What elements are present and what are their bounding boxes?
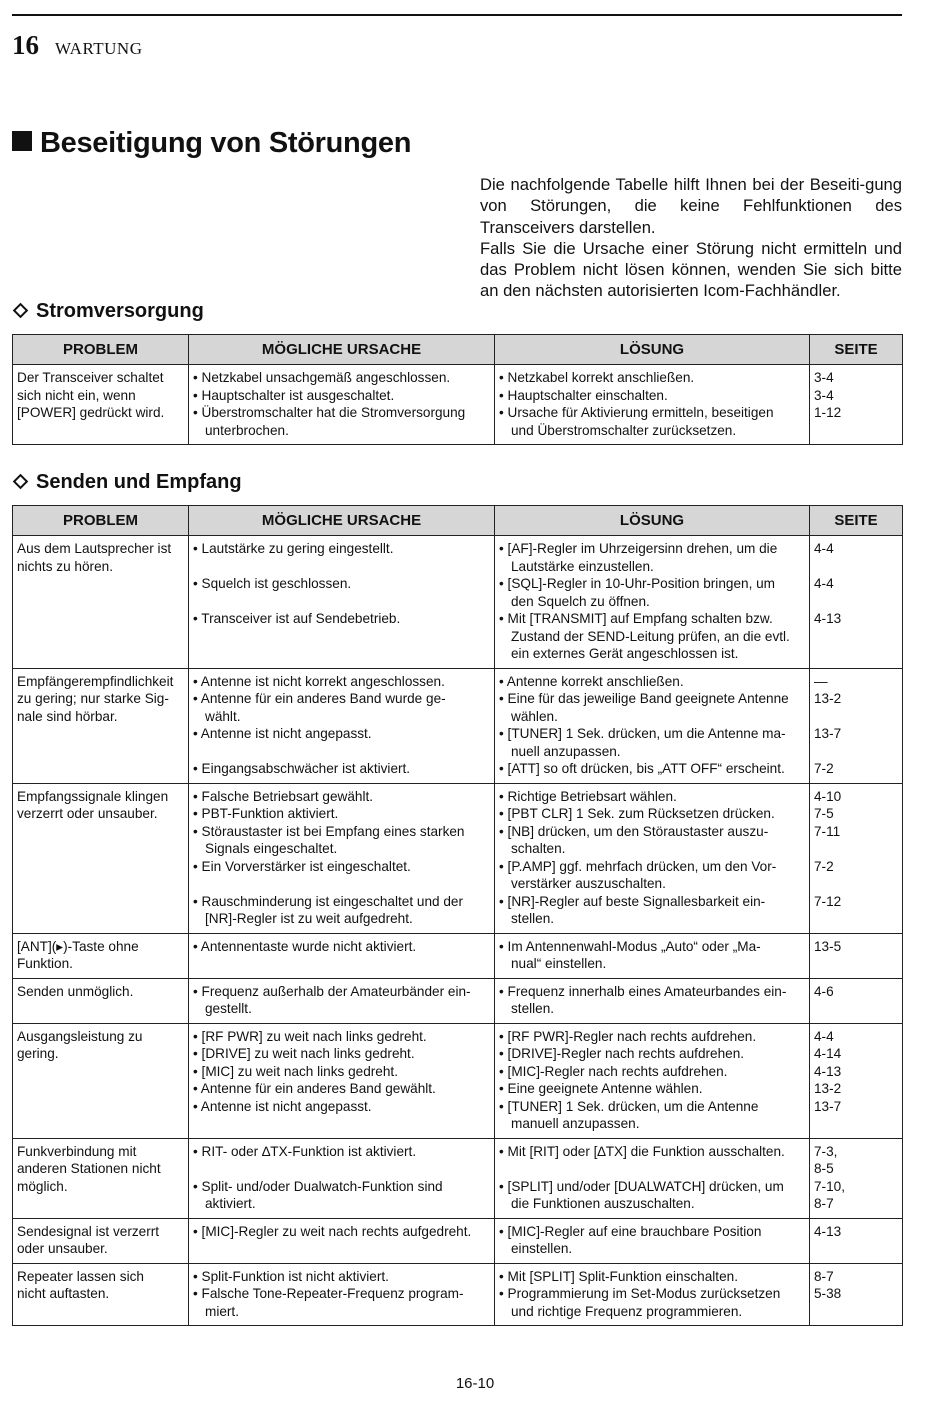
- cause-continuation: [193, 645, 490, 663]
- page-ref: 4-13: [814, 611, 842, 626]
- solution-bullet: • [SPLIT] und/oder [DUALWATCH] drücken, um: [499, 1178, 805, 1196]
- table-row: [13, 1138, 903, 1218]
- cause-item: [193, 1028, 490, 1046]
- cause-item: [193, 1268, 490, 1286]
- solution-item: [499, 1045, 805, 1063]
- cause-item: [193, 1143, 490, 1178]
- table-row: [13, 1263, 903, 1326]
- header-rule: [12, 14, 902, 16]
- cause-item: [193, 823, 490, 858]
- solution-continuation: stellen.: [511, 1001, 555, 1016]
- solution-item: [499, 725, 805, 760]
- problem-line: Funkverbindung mit: [17, 1143, 137, 1159]
- cause-bullet: • Überstromschalter hat die Stromversorgung: [193, 404, 490, 422]
- table-row: [13, 536, 903, 669]
- page-ref: 3-4: [814, 370, 834, 385]
- solution-cell: [495, 1023, 810, 1138]
- chapter-name: WARTUNG: [55, 39, 143, 58]
- solution-cell: [495, 365, 810, 445]
- solution-item: [499, 540, 805, 575]
- table-header-row: [13, 506, 903, 536]
- solution-item: [499, 805, 805, 823]
- intro-text: [480, 174, 902, 302]
- solution-bullet: • [RF PWR]-Regler nach rechts aufdrehen.: [499, 1028, 805, 1046]
- page-ref: [814, 840, 898, 858]
- cause-item: [193, 788, 490, 806]
- cause-item: [193, 540, 490, 575]
- cause-bullet: • Antenne ist nicht angepasst.: [193, 1098, 490, 1116]
- cause-item: [193, 1080, 490, 1098]
- solution-continuation: und richtige Frequenz programmieren.: [511, 1303, 743, 1319]
- cause-cell: [189, 668, 495, 783]
- solution-item: [499, 387, 805, 405]
- page-cell: [810, 978, 903, 1023]
- solution-bullet: • [P.AMP] ggf. mehrfach drücken, um den Vor-: [499, 858, 805, 876]
- problem-line: anderen Stationen nicht: [17, 1161, 161, 1176]
- solution-continuation: Zustand der SEND-Leitung prüfen, an die evtl.: [511, 628, 790, 644]
- page-ref: 3-4: [814, 387, 834, 403]
- solution-bullet: • [TUNER] 1 Sek. drücken, um die Antenne ma-: [499, 725, 805, 743]
- solution-item: [499, 369, 805, 387]
- solution-continuation: verstärker auszuschalten.: [511, 876, 666, 891]
- page-cell: [810, 365, 903, 445]
- cause-item: [193, 575, 490, 610]
- page-cell: [810, 536, 903, 669]
- page-title: Beseitigung von Störungen: [12, 127, 411, 160]
- solution-continuation: nuell anzupassen.: [511, 743, 621, 759]
- column-header-cause: MÖGLICHE URSACHE: [189, 506, 495, 536]
- page-ref: 4-13: [814, 1063, 842, 1079]
- solution-item: [499, 1098, 805, 1133]
- cause-item: [193, 760, 490, 778]
- troubleshooting-table-power: [12, 334, 903, 445]
- solution-continuation: Lautstärke einzustellen.: [511, 558, 654, 574]
- solution-bullet: • Frequenz innerhalb eines Amateurbandes ein-: [499, 983, 805, 1001]
- solution-item: [499, 1028, 805, 1046]
- solution-item: [499, 1268, 805, 1286]
- problem-cell: [13, 1138, 189, 1218]
- solution-cell: [495, 536, 810, 669]
- solution-bullet: • Mit [SPLIT] Split-Funktion einschalten.: [499, 1268, 805, 1286]
- problem-line: Repeater lassen sich: [17, 1268, 144, 1284]
- cause-continuation: wählt.: [205, 708, 241, 724]
- table-row: [13, 668, 903, 783]
- solution-continuation: den Squelch zu öffnen.: [511, 593, 650, 609]
- page-ref: 13-2: [814, 691, 842, 706]
- page-cell: [810, 1218, 903, 1263]
- cause-bullet: • Antenne für ein anderes Band wurde ge-: [193, 690, 490, 708]
- cause-bullet: • Rauschminderung ist eingeschaltet und der: [193, 893, 490, 911]
- solution-item: [499, 673, 805, 691]
- problem-line: Ausgangsleistung zu: [17, 1028, 143, 1044]
- cause-item: [193, 1098, 490, 1116]
- solution-bullet: • [ATT] so oft drücken, bis „ATT OFF“ erscheint.: [499, 760, 805, 778]
- problem-line: Empfängerempfindlichkeit: [17, 673, 174, 689]
- problem-line: Funktion.: [17, 956, 73, 971]
- page-cell: [810, 1138, 903, 1218]
- page-ref: 1-12: [814, 405, 842, 420]
- cause-item: [193, 805, 490, 823]
- solution-bullet: • [NR]-Regler auf beste Signallesbarkeit ein-: [499, 893, 805, 911]
- cause-bullet: • Antenne ist nicht korrekt angeschlossen.: [193, 673, 490, 691]
- page-ref: 4-10: [814, 788, 842, 804]
- cause-item: [193, 938, 490, 956]
- column-header-page: SEITE: [810, 335, 903, 365]
- cause-item: [193, 858, 490, 893]
- page-cell: [810, 783, 903, 933]
- cause-bullet: • RIT- oder ∆TX-Funktion ist aktiviert.: [193, 1143, 490, 1161]
- solution-bullet: • Eine für das jeweilige Band geeignete Antenne: [499, 690, 805, 708]
- page-ref: 7-5: [814, 806, 834, 821]
- solution-bullet: • [MIC]-Regler auf eine brauchbare Position: [499, 1223, 805, 1241]
- solution-bullet: • Hauptschalter einschalten.: [499, 387, 805, 405]
- solution-item: [499, 1178, 805, 1213]
- cause-item: [193, 690, 490, 725]
- problem-line: Senden unmöglich.: [17, 983, 134, 999]
- problem-line: nicht auftasten.: [17, 1286, 110, 1301]
- cause-continuation: [NR]-Regler ist zu weit aufgedreht.: [205, 911, 413, 926]
- solution-bullet: • [NB] drücken, um den Störaustaster auszu-: [499, 823, 805, 841]
- cause-bullet: • Split-Funktion ist nicht aktiviert.: [193, 1268, 490, 1286]
- problem-cell: [13, 978, 189, 1023]
- chapter-number: 16: [12, 30, 39, 60]
- solution-bullet: • [MIC]-Regler nach rechts aufdrehen.: [499, 1063, 805, 1081]
- column-header-page: SEITE: [810, 506, 903, 536]
- solution-cell: [495, 668, 810, 783]
- page-ref: 4-13: [814, 1223, 842, 1239]
- solution-cell: [495, 1263, 810, 1326]
- solution-continuation: wählen.: [511, 708, 558, 724]
- cause-continuation: [193, 1160, 490, 1178]
- page-ref: —: [814, 673, 828, 689]
- problem-line: gering.: [17, 1046, 59, 1061]
- cause-continuation: [193, 628, 490, 646]
- solution-bullet: • [DRIVE]-Regler nach rechts aufdrehen.: [499, 1045, 805, 1063]
- page-cell: [810, 1263, 903, 1326]
- page-ref: 7-11: [814, 823, 841, 839]
- problem-cell: [13, 1218, 189, 1263]
- cause-item: [193, 1178, 490, 1213]
- solution-item: [499, 1063, 805, 1081]
- solution-continuation: nual“ einstellen.: [511, 956, 607, 971]
- cause-bullet: • Eingangsabschwächer ist aktiviert.: [193, 760, 490, 778]
- page-ref: 13-5: [814, 938, 842, 954]
- cause-continuation: gestellt.: [205, 1001, 252, 1016]
- diamond-icon: [13, 474, 29, 490]
- page-ref: [814, 708, 898, 726]
- solution-continuation: [499, 1160, 805, 1178]
- page-ref: 4-4: [814, 576, 834, 591]
- problem-cell: [13, 536, 189, 669]
- table-row: [13, 933, 903, 978]
- cause-bullet: • Falsche Tone-Repeater-Frequenz program-: [193, 1285, 490, 1303]
- problem-line: verzerrt oder unsauber.: [17, 806, 158, 821]
- problem-line: Aus dem Lautsprecher ist: [17, 541, 172, 556]
- table-header-row: [13, 335, 903, 365]
- problem-line: nichts zu hören.: [17, 558, 113, 574]
- solution-bullet: • Antenne korrekt anschließen.: [499, 673, 805, 691]
- problem-line: nale sind hörbar.: [17, 708, 118, 724]
- cause-bullet: • Squelch ist geschlossen.: [193, 575, 490, 593]
- problem-line: sich nicht ein, wenn: [17, 387, 136, 403]
- solution-item: [499, 858, 805, 893]
- page-ref: 7-2: [814, 761, 834, 776]
- solution-item: [499, 1223, 805, 1258]
- page-ref: [814, 593, 898, 611]
- page-ref: 7-12: [814, 893, 842, 909]
- problem-line: [ANT](▸)-Taste ohne: [17, 938, 139, 954]
- section-title-tx-rx: Senden und Empfang: [12, 471, 242, 494]
- cause-continuation: Signals eingeschaltet.: [205, 841, 338, 856]
- column-header-solution: LÖSUNG: [495, 335, 810, 365]
- table-row: [13, 1023, 903, 1138]
- solution-item: [499, 760, 805, 778]
- page-ref: 7-3,: [814, 1143, 838, 1159]
- solution-bullet: • Mit [RIT] oder [∆TX] die Funktion ausschalten.: [499, 1143, 805, 1161]
- intro-paragraph: Falls Sie die Ursache einer Störung nicht ermitteln und das Problem nicht lösen können, wenden Sie sich bitte an den nächsten autorisierten Icom-Fachhändler.: [480, 238, 902, 301]
- solution-item: [499, 1143, 805, 1178]
- solution-continuation: die Funktionen auszuschalten.: [511, 1196, 695, 1211]
- cause-item: [193, 1223, 490, 1241]
- solution-item: [499, 823, 805, 858]
- cause-cell: [189, 1023, 495, 1138]
- intro-paragraph: Die nachfolgende Tabelle hilft Ihnen bei der Beseiti-gung von Störungen, die keine Fehlfunktionen des Transceivers darstellen.: [480, 175, 902, 237]
- page-cell: [810, 668, 903, 783]
- page-number: 16-10: [455, 1375, 495, 1392]
- table-row: [13, 783, 903, 933]
- cause-cell: [189, 1218, 495, 1263]
- cause-item: [193, 983, 490, 1018]
- cause-bullet: • Split- und/oder Dualwatch-Funktion sind: [193, 1178, 490, 1196]
- table-row: [13, 365, 903, 445]
- table-row: [13, 978, 903, 1023]
- cause-bullet: • Lautstärke zu gering eingestellt.: [193, 540, 490, 558]
- square-bullet-icon: [12, 131, 32, 151]
- page-ref: 8-7: [814, 1196, 834, 1211]
- cause-bullet: • Hauptschalter ist ausgeschaltet.: [193, 387, 490, 405]
- cause-continuation: [193, 558, 490, 576]
- page-ref: 7-10,: [814, 1178, 845, 1194]
- solution-item: [499, 938, 805, 973]
- problem-cell: [13, 668, 189, 783]
- solution-continuation: stellen.: [511, 911, 555, 926]
- solution-item: [499, 983, 805, 1018]
- solution-bullet: • Mit [TRANSMIT] auf Empfang schalten bzw.: [499, 610, 805, 628]
- cause-continuation: unterbrochen.: [205, 422, 289, 438]
- cause-item: [193, 610, 490, 663]
- cause-continuation: [193, 593, 490, 611]
- cause-bullet: • Falsche Betriebsart gewählt.: [193, 788, 490, 806]
- troubleshooting-table-tx-rx: [12, 505, 903, 1326]
- page-cell: [810, 933, 903, 978]
- page-ref: 5-38: [814, 1286, 842, 1301]
- page-ref: 7-2: [814, 858, 834, 874]
- problem-cell: [13, 783, 189, 933]
- column-header-solution: LÖSUNG: [495, 506, 810, 536]
- page-ref: [814, 743, 898, 761]
- cause-continuation: aktiviert.: [205, 1196, 256, 1211]
- column-header-problem: PROBLEM: [13, 335, 189, 365]
- cause-item: [193, 673, 490, 691]
- problem-cell: [13, 1263, 189, 1326]
- page-ref: 4-4: [814, 1028, 834, 1044]
- solution-continuation: ein externes Gerät angeschlossen ist.: [511, 646, 739, 661]
- solution-bullet: • Richtige Betriebsart wählen.: [499, 788, 805, 806]
- cause-cell: [189, 1138, 495, 1218]
- cause-continuation: [193, 743, 490, 761]
- page-ref: 4-4: [814, 541, 834, 556]
- solution-item: [499, 690, 805, 725]
- problem-line: zu gering; nur starke Sig-: [17, 691, 169, 706]
- page-ref: 4-6: [814, 983, 834, 999]
- cause-item: [193, 1285, 490, 1320]
- cause-bullet: • Transceiver ist auf Sendebetrieb.: [193, 610, 490, 628]
- section-title-power: Stromversorgung: [12, 300, 204, 323]
- solution-bullet: • Eine geeignete Antenne wählen.: [499, 1080, 805, 1098]
- cause-bullet: • Antennentaste wurde nicht aktiviert.: [193, 938, 490, 956]
- cause-item: [193, 404, 490, 439]
- cause-continuation: miert.: [205, 1303, 239, 1319]
- cause-continuation: [193, 875, 490, 893]
- solution-bullet: • Im Antennenwahl-Modus „Auto“ oder „Ma-: [499, 938, 805, 956]
- table-row: [13, 1218, 903, 1263]
- solution-cell: [495, 783, 810, 933]
- problem-cell: [13, 933, 189, 978]
- solution-continuation: und Überstromschalter zurücksetzen.: [511, 422, 737, 438]
- cause-bullet: • PBT-Funktion aktiviert.: [193, 805, 490, 823]
- page-ref: 8-7: [814, 1268, 834, 1284]
- diamond-icon: [13, 303, 29, 319]
- solution-continuation: schalten.: [511, 841, 566, 856]
- column-header-cause: MÖGLICHE URSACHE: [189, 335, 495, 365]
- solution-item: [499, 788, 805, 806]
- problem-line: Der Transceiver schaltet: [17, 370, 164, 385]
- solution-bullet: • [TUNER] 1 Sek. drücken, um die Antenne: [499, 1098, 805, 1116]
- cause-bullet: • Antenne für ein anderes Band gewählt.: [193, 1080, 490, 1098]
- solution-bullet: • Netzkabel korrekt anschließen.: [499, 369, 805, 387]
- cause-bullet: • [MIC] zu weit nach links gedreht.: [193, 1063, 490, 1081]
- cause-cell: [189, 933, 495, 978]
- cause-cell: [189, 978, 495, 1023]
- page-ref: 8-5: [814, 1161, 834, 1176]
- problem-line: [POWER] gedrückt wird.: [17, 405, 165, 420]
- cause-bullet: • Störaustaster ist bei Empfang eines starken: [193, 823, 490, 841]
- page-ref: 13-2: [814, 1081, 842, 1096]
- problem-line: Sendesignal ist verzerrt: [17, 1223, 160, 1239]
- solution-continuation: manuell anzupassen.: [511, 1116, 640, 1131]
- solution-cell: [495, 978, 810, 1023]
- cause-item: [193, 1063, 490, 1081]
- page-ref: 4-14: [814, 1046, 842, 1061]
- cause-item: [193, 893, 490, 928]
- solution-cell: [495, 1218, 810, 1263]
- solution-item: [499, 404, 805, 439]
- cause-bullet: • [MIC]-Regler zu weit nach rechts aufgedreht.: [193, 1223, 490, 1241]
- chapter-header: [12, 30, 142, 61]
- cause-bullet: • Frequenz außerhalb der Amateurbänder ein-: [193, 983, 490, 1001]
- cause-bullet: • Antenne ist nicht angepasst.: [193, 725, 490, 743]
- cause-cell: [189, 536, 495, 669]
- solution-continuation: einstellen.: [511, 1241, 573, 1256]
- solution-item: [499, 1080, 805, 1098]
- solution-bullet: • [PBT CLR] 1 Sek. zum Rücksetzen drücken.: [499, 805, 805, 823]
- cause-bullet: • Ein Vorverstärker ist eingeschaltet.: [193, 858, 490, 876]
- page-cell: [810, 1023, 903, 1138]
- page-ref: [814, 875, 898, 893]
- problem-cell: [13, 365, 189, 445]
- column-header-problem: PROBLEM: [13, 506, 189, 536]
- cause-bullet: • Netzkabel unsachgemäß angeschlossen.: [193, 369, 490, 387]
- cause-cell: [189, 1263, 495, 1326]
- problem-cell: [13, 1023, 189, 1138]
- cause-cell: [189, 783, 495, 933]
- problem-line: Empfangssignale klingen: [17, 788, 169, 804]
- cause-cell: [189, 365, 495, 445]
- cause-item: [193, 369, 490, 387]
- solution-item: [499, 610, 805, 663]
- solution-bullet: • Programmierung im Set-Modus zurücksetzen: [499, 1285, 805, 1303]
- cause-bullet: • [RF PWR] zu weit nach links gedreht.: [193, 1028, 490, 1046]
- solution-bullet: • Ursache für Aktivierung ermitteln, beseitigen: [499, 404, 805, 422]
- solution-bullet: • [AF]-Regler im Uhrzeigersinn drehen, um die: [499, 540, 805, 558]
- page-ref: 13-7: [814, 726, 842, 741]
- page-ref: [814, 558, 898, 576]
- solution-item: [499, 1285, 805, 1320]
- cause-item: [193, 1045, 490, 1063]
- cause-item: [193, 725, 490, 760]
- solution-bullet: • [SQL]-Regler in 10-Uhr-Position bringen, um: [499, 575, 805, 593]
- cause-bullet: • [DRIVE] zu weit nach links gedreht.: [193, 1045, 490, 1063]
- problem-line: oder unsauber.: [17, 1241, 108, 1256]
- solution-cell: [495, 1138, 810, 1218]
- cause-item: [193, 387, 490, 405]
- solution-item: [499, 575, 805, 610]
- solution-cell: [495, 933, 810, 978]
- problem-line: möglich.: [17, 1178, 68, 1194]
- page-ref: 13-7: [814, 1098, 842, 1114]
- solution-item: [499, 893, 805, 928]
